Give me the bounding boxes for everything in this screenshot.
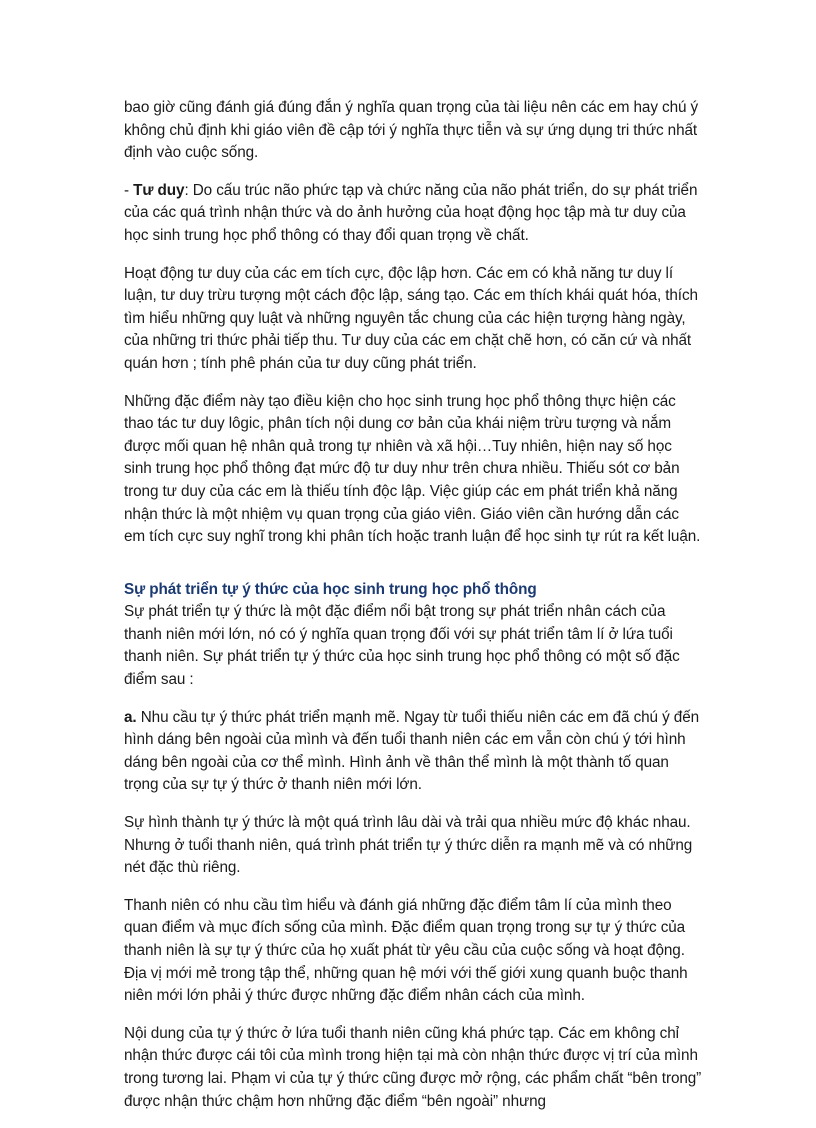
paragraph-formation: Sự hình thành tự ý thức là một quá trình lâu dài và trải qua nhiều mức độ khác nhau. Nhưng ở tuổi thanh niên, quá trình phát triển tự ý thức diễn ra mạnh mẽ và có những nét đặc thù riêng. (124, 814, 693, 877)
paragraph-thinking-characteristics: Những đặc điểm này tạo điều kiện cho học sinh trung học phổ thông thực hiện các thao tác tư duy lôgic, phân tích nội dung cơ bản của khái niệm trừu tượng và nắm được mối quan hệ nhân quả trong tự nhiên và xã hội…Tuy nhiên, hiện nay số học sinh trung học phổ thông đạt mức độ tư duy như trên chưa nhiều. Thiếu sót cơ bản trong tư duy của các em là thiếu tính độc lập. Việc giúp các em phát triển khả năng nhận thức là một nhiệm vụ quan trọng của giáo viên. Giáo viên cần hướng dẫn các em tích cực suy nghĩ trong khi phân tích hoặc tranh luận để học sinh tự rút ra kết luận. (124, 392, 701, 546)
paragraph-thinking-intro (124, 180, 702, 248)
paragraph-youth-needs: Thanh niên có nhu cầu tìm hiểu và đánh giá những đặc điểm tâm lí của mình theo quan điểm và mục đích sống của mình. Đặc điểm quan trọng trong sự tự ý thức của thanh niên là sự tự ý thức của họ xuất phát từ yêu cầu của cuộc sống và hoạt động. Địa vị mới mẻ trong tập thể, những quan hệ mới với thế giới xung quanh buộc thanh niên mới lớn phải ý thức được những đặc điểm nhân cách của mình. (124, 896, 688, 1005)
paragraph-self-awareness-intro: Sự phát triển tự ý thức là một đặc điểm nổi bật trong sự phát triển nhân cách của thanh niên mới lớn, nó có ý nghĩa quan trọng đối với sự phát triển tâm lí ở lứa tuổi thanh niên. Sự phát triển tự ý thức của học sinh trung học phổ thông có một số đặc điểm sau : (124, 603, 680, 689)
paragraph-content: Nội dung của tự ý thức ở lứa tuổi thanh niên cũng khá phức tạp. Các em không chỉ nhận thức được cái tôi của mình trong hiện tại mà còn nhận thức được vị trí của mình trong tương lai. Phạm vi của tự ý thức cũng được mở rộng, các phẩm chất “bên trong” được nhận thức chậm hơn những đặc điểm “bên ngoài” nhưng (124, 1024, 702, 1110)
term-thinking: Tư duy (133, 181, 185, 199)
paragraph-self-awareness-a (124, 707, 702, 797)
paragraph-thinking-activity: Hoạt động tư duy của các em tích cực, độc lập hơn. Các em có khả năng tư duy lí luận, tư duy trừu tượng một cách độc lập, sáng tạo. Các em thích khái quát hóa, thích tìm hiểu những quy luật và những nguyên tắc chung của các hiện tượng hàng ngày, của những tri thức phải tiếp thu. Tư duy của các em chặt chẽ hơn, có căn cứ và nhất quán hơn ; tính phê phán của tư duy cũng phát triển. (124, 264, 698, 372)
section-heading: Sự phát triển tự ý thức của học sinh trung học phổ thông (124, 580, 537, 598)
document-page (124, 97, 702, 1128)
paragraph-self-awareness-a-text: Nhu cầu tự ý thức phát triển mạnh mẽ. Ngay từ tuổi thiếu niên các em đã chú ý đến hình dáng bên ngoài của mình và đến tuổi thanh niên các em vẫn còn chú ý tới hình dáng bên ngoài của cơ thể mình. Hình ảnh về thân thể mình là một thành tố quan trọng của sự tự ý thức ở thanh niên mới lớn. (124, 708, 700, 794)
paragraph-attention: bao giờ cũng đánh giá đúng đắn ý nghĩa quan trọng của tài liệu nên các em hay chú ý không chủ định khi giáo viên đề cập tới ý nghĩa thực tiễn và sự ứng dụng tri thức nhất định vào cuộc sống. (124, 99, 699, 162)
paragraph-thinking-text: : Do cấu trúc não phức tạp và chức năng của não phát triển, do sự phát triển của các quá trình nhận thức và do ảnh hưởng của hoạt động học tập mà tư duy của học sinh trung học phổ thông có thay đổi quan trọng về chất. (124, 181, 698, 244)
item-label-a: a. (124, 708, 137, 726)
bullet-dash: - (124, 181, 134, 199)
